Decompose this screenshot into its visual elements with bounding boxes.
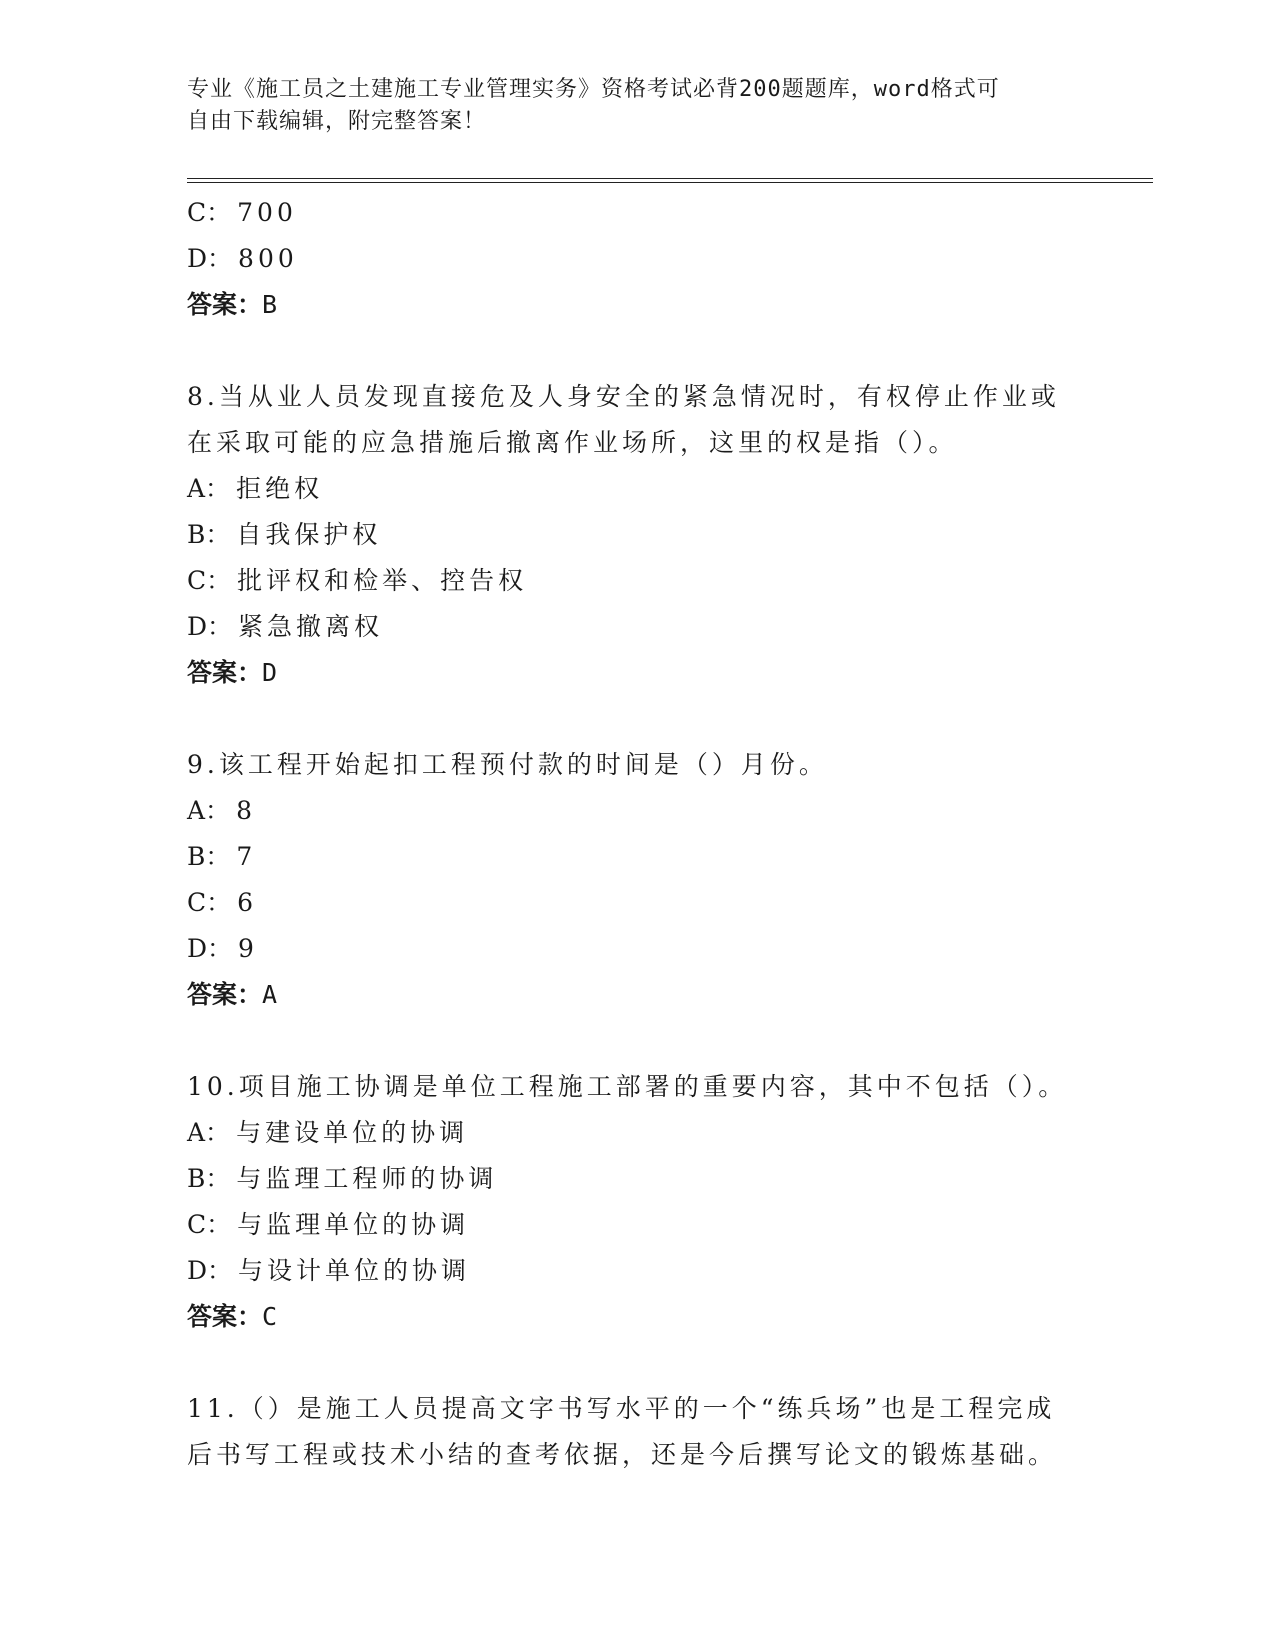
option-letter: C： — [187, 198, 232, 227]
option-d — [187, 604, 1087, 650]
option-text: 与建设单位的协调 — [236, 1118, 469, 1147]
option-text: 批评权和检举、控告权 — [237, 566, 528, 595]
option-text: 700 — [237, 198, 297, 227]
option-letter: B： — [187, 842, 231, 871]
option-text: 9 — [238, 934, 258, 963]
option-letter: D： — [187, 612, 233, 641]
option-letter: A： — [187, 474, 231, 503]
option-letter: A： — [187, 1118, 231, 1147]
spacer — [187, 328, 1087, 374]
option-letter: C： — [187, 888, 232, 917]
option-text: 与监理单位的协调 — [237, 1210, 470, 1239]
answer-line — [187, 650, 1087, 696]
option-letter: B： — [187, 1164, 231, 1193]
option-c — [187, 880, 1087, 926]
spacer — [187, 1340, 1087, 1386]
option-c — [187, 558, 1087, 604]
option-text: 自我保护权 — [236, 520, 382, 549]
spacer — [187, 1018, 1087, 1064]
option-a — [187, 466, 1087, 512]
answer-line — [187, 972, 1087, 1018]
option-c — [187, 190, 1087, 236]
option-a — [187, 1110, 1087, 1156]
question-11 — [187, 1386, 1087, 1478]
option-a — [187, 788, 1087, 834]
answer-label: 答案： — [187, 658, 263, 687]
answer-value: D — [262, 658, 278, 687]
page-header — [187, 74, 1067, 138]
answer-line — [187, 282, 1087, 328]
option-b — [187, 512, 1087, 558]
answer-value: B — [262, 290, 278, 319]
option-text: 800 — [238, 244, 298, 273]
option-text: 6 — [237, 888, 258, 917]
question-list — [187, 190, 1087, 1478]
option-letter: B： — [187, 520, 231, 549]
answer-value: A — [262, 980, 278, 1009]
question-7-tail — [187, 190, 1087, 328]
question-stem-line: 9.该工程开始起扣工程预付款的时间是（）月份。 — [187, 750, 828, 779]
option-text: 7 — [236, 842, 257, 871]
option-letter: D： — [187, 1256, 233, 1285]
option-d — [187, 926, 1087, 972]
header-line-1: 专业《施工员之土建施工专业管理实务》资格考试必背200题题库，word格式可 — [187, 77, 1000, 102]
option-letter: D： — [187, 244, 233, 273]
option-letter: A： — [187, 796, 231, 825]
question-8 — [187, 374, 1087, 696]
answer-line — [187, 1294, 1087, 1340]
option-letter: D： — [187, 934, 233, 963]
question-stem-line: 8.当从业人员发现直接危及人身安全的紧急情况时，有权停止作业或 — [187, 382, 1060, 411]
option-text: 与设计单位的协调 — [238, 1256, 471, 1285]
option-d — [187, 236, 1087, 282]
option-text: 紧急撤离权 — [238, 612, 384, 641]
option-d — [187, 1248, 1087, 1294]
option-b — [187, 834, 1087, 880]
question-stem-line: 10.项目施工协调是单位工程施工部署的重要内容，其中不包括（）。 — [187, 1072, 1068, 1101]
header-line-2: 自由下载编辑，附完整答案！ — [187, 109, 487, 134]
option-c — [187, 1202, 1087, 1248]
header-divider-top — [187, 178, 1153, 179]
answer-label: 答案： — [187, 290, 263, 319]
option-text: 拒绝权 — [236, 474, 324, 503]
header-divider-bottom — [187, 182, 1153, 183]
question-9 — [187, 742, 1087, 1018]
option-b — [187, 1156, 1087, 1202]
question-10 — [187, 1064, 1087, 1340]
answer-value: C — [262, 1302, 278, 1331]
spacer — [187, 696, 1087, 742]
option-letter: C： — [187, 566, 232, 595]
question-stem-line: 后书写工程或技术小结的查考依据，还是今后撰写论文的锻炼基础。 — [187, 1440, 1058, 1469]
answer-label: 答案： — [187, 1302, 263, 1331]
answer-label: 答案： — [187, 980, 263, 1009]
option-letter: C： — [187, 1210, 232, 1239]
question-stem-line: 11.（）是施工人员提高文字书写水平的一个“练兵场”也是工程完成 — [187, 1394, 1056, 1423]
question-stem-line: 在采取可能的应急措施后撤离作业场所，这里的权是指（）。 — [187, 428, 958, 457]
option-text: 与监理工程师的协调 — [236, 1164, 498, 1193]
option-text: 8 — [236, 796, 256, 825]
